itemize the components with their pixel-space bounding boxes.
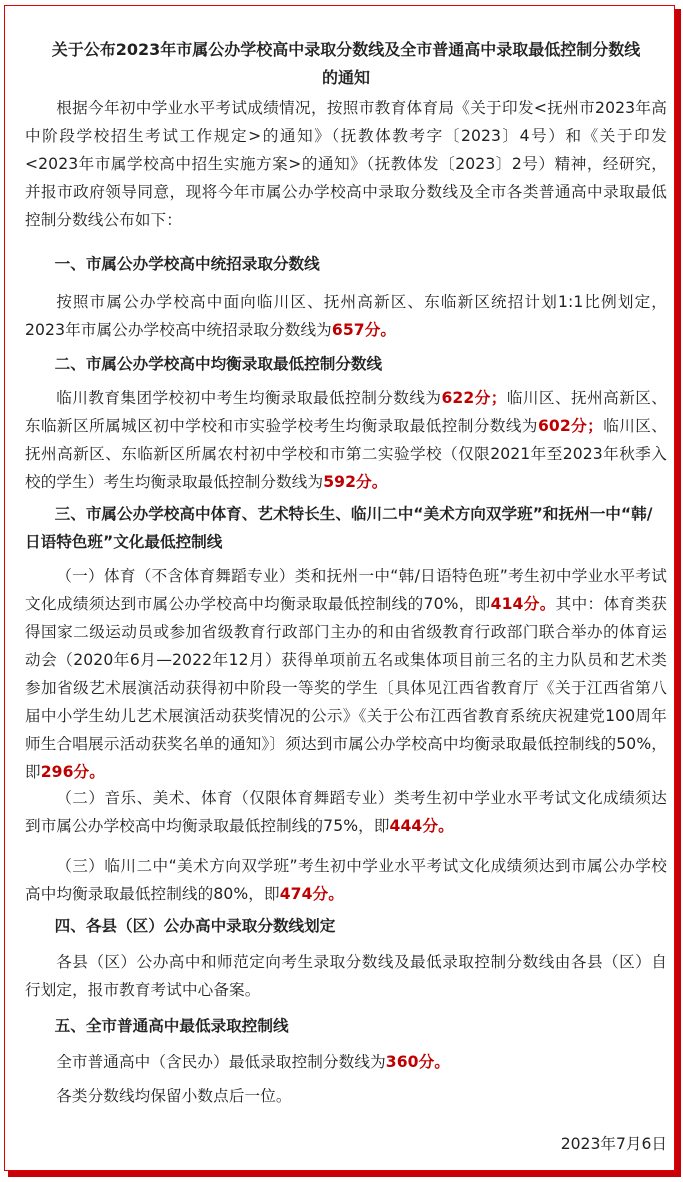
section-4-body <box>25 948 667 1004</box>
section-3-item-3 <box>25 852 667 908</box>
note-block <box>25 1082 667 1110</box>
notice-content <box>25 6 667 1153</box>
text: 按照市属公办学校高中面向临川区、抚州高新区、东临新区统招计划1:1比例划定，2023年市属公办学校高中统招录取分数线为 <box>25 293 667 339</box>
score-296: 296分。 <box>40 763 105 781</box>
section-4-paragraph: 各县（区）公办高中和师范定向考生录取分数线及最低录取控制分数线由各县（区）自行划定，报市教育考试中心备案。 <box>25 953 667 999</box>
section-3-item-1-paragraph <box>25 562 667 786</box>
section-3-item-2-paragraph <box>25 784 667 840</box>
score-592: 592分。 <box>323 473 388 491</box>
section-5 <box>25 1012 667 1040</box>
notice-frame <box>4 5 675 1171</box>
text: 临川区、抚州高新区、东临新区所属农村初中学校和市第二实验学校（仅限2021年至2023年秋季入校的学生）考生均衡录取最低控制分数线为 <box>25 417 667 491</box>
score-414: 414分。 <box>490 595 556 613</box>
date-block <box>25 1130 667 1158</box>
title-line-2: 的通知 <box>321 68 370 87</box>
page-title <box>25 6 667 92</box>
section-5-body <box>25 1048 667 1076</box>
text: 临川教育集团学校初中考生均衡录取最低控制分数线为 <box>56 389 442 407</box>
section-3-item-3-paragraph <box>25 852 667 908</box>
section-2-body <box>25 384 667 496</box>
score-602: 602分； <box>537 417 603 435</box>
section-3-heading: 三、市属公办学校高中体育、艺术特长生、临川二中“美术方向双学班”和抚州一中“韩/日语特色班”文化最低控制线 <box>25 505 653 551</box>
text: 其中：体育类获得国家二级运动员或参加省级教育行政部门主办的和由省级教育行政部门联合举办的体育运动会（2020年6月—2022年12月）获得单项前五名或集体项目前三名的主力队员和艺术类参加省级艺术展演活动获得初中阶段一等奖的学生〔具体见江西省教育厅《关于江西省第八届中小学生幼儿艺术展演活动获奖情况的公示》《关于公布江西省教育系统庆祝建党100周年师生合唱展示活动获奖名单的通知》〕须达到市属公办学校高中均衡录取最低控制线的50%，即 <box>25 595 667 781</box>
section-2 <box>25 350 667 378</box>
section-1 <box>25 250 667 278</box>
section-3-item-2 <box>25 784 667 840</box>
score-474: 474分。 <box>279 885 344 903</box>
intro-paragraph: 根据今年初中学业水平考试成绩情况，按照市教育体育局《关于印发<抚州市2023年高中阶段学校招生考试工作规定>的通知》（抚教体教考字〔2023〕4号）和《关于印发<2023年市属学校高中招生实施方案>的通知》（抚教体发〔2023〕2号）精神，经研究，并报市政府领导同意，现将今年市属公办学校高中录取分数线及全市各类普通高中录取最低控制分数线公布如下： <box>25 99 667 229</box>
decimal-note: 各类分数线均保留小数点后一位。 <box>56 1087 292 1105</box>
score-360: 360分。 <box>385 1053 451 1071</box>
text: （一）体育（不含体育舞蹈专业）类和抚州一中“韩/日语特色班”考生初中学业水平考试文化成绩须达到市属公办学校高中均衡录取最低控制线的70%，即 <box>25 567 667 613</box>
section-5-heading: 五、全市普通高中最低录取控制线 <box>54 1017 289 1035</box>
text: 全市普通高中（含民办）最低录取控制分数线为 <box>56 1053 386 1071</box>
score-622: 622分； <box>441 389 507 407</box>
section-1-body <box>25 288 667 344</box>
score-657: 657分。 <box>331 321 397 339</box>
section-1-paragraph <box>25 288 667 344</box>
section-5-paragraph <box>25 1048 667 1076</box>
text: 临川区、抚州高新区、东临新区所属城区初中学校和市实验学校考生均衡录取最低控制分数线为 <box>25 389 667 435</box>
title-line-1: 关于公布2023年市属公办学校高中录取分数线及全市普通高中录取最低控制分数线 <box>51 40 641 59</box>
text: （二）音乐、美术、体育（仅限体育舞蹈专业）类考生初中学业水平考试文化成绩须达到市属公办学校高中均衡录取最低控制线的75%，即 <box>25 789 667 835</box>
section-4-heading: 四、各县（区）公办高中录取分数线划定 <box>54 917 336 935</box>
section-3 <box>25 500 667 556</box>
section-4 <box>25 912 667 940</box>
section-2-heading: 二、市属公办学校高中均衡录取最低控制分数线 <box>54 355 383 373</box>
section-2-paragraph <box>25 384 667 496</box>
section-3-item-1 <box>25 562 667 786</box>
issue-date: 2023年7月6日 <box>560 1135 667 1153</box>
text: （三）临川二中“美术方向双学班”考生初中学业水平考试文化成绩须达到市属公办学校高中均衡录取最低控制线的80%，即 <box>25 857 667 903</box>
section-1-heading: 一、市属公办学校高中统招录取分数线 <box>54 255 320 273</box>
score-444: 444分。 <box>389 817 454 835</box>
intro-block <box>25 94 667 234</box>
